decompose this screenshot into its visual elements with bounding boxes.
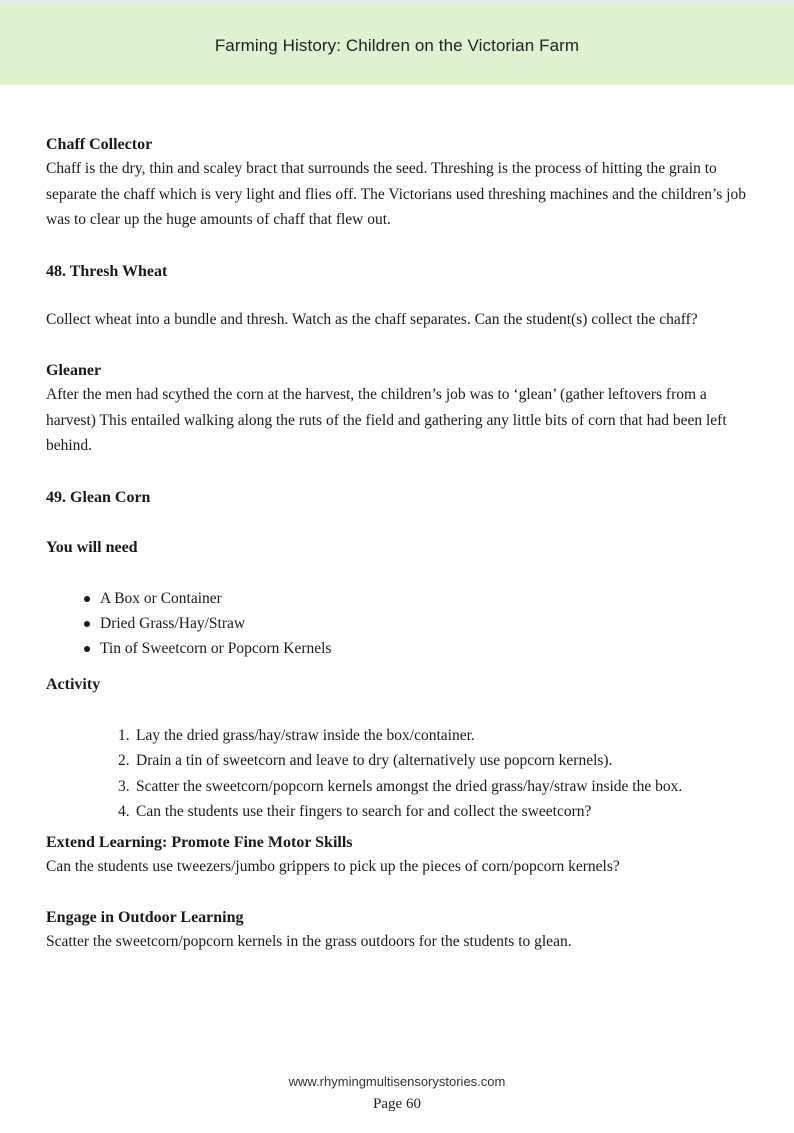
website-url: www.rhymingmultisensorystories.com (288, 1074, 506, 1089)
extend-learning-heading: Extend Learning: Promote Fine Motor Skills (46, 833, 353, 851)
step-number: 3. (118, 777, 130, 795)
chaff-collector-heading: Chaff Collector (46, 136, 153, 153)
list-item (46, 774, 756, 800)
step-text: Can the students use their fingers to search for and collect the sweetcorn? (136, 803, 592, 820)
outdoor-learning-text: Scatter the sweetcorn/popcorn kernels in the grass outdoors for the students to glean. (46, 933, 572, 950)
gleaner-text: After the men had scythed the corn at the harvest, the children’s job was to ‘glean’ (gather leftovers from a harvest) This entailed walking along the ruts of the field and gathering any little bits of corn that had been left behind. (46, 386, 727, 454)
list-item (46, 723, 756, 749)
glean-corn-heading: 49. Glean Corn (46, 488, 151, 506)
materials-list (46, 586, 756, 661)
list-item: Tin of Sweetcorn or Popcorn Kernels (46, 636, 756, 661)
chaff-collector-text: Chaff is the dry, thin and scaley bract that surrounds the seed. Threshing is the process of hitting the grain to separate the chaff which is very light and flies off. The Victorians used threshing machines and the children’s job was to clear up the huge amounts of chaff that flew out. (46, 160, 746, 228)
gleaner-heading: Gleaner (46, 362, 102, 379)
step-text: Drain a tin of sweetcorn and leave to dry (alternatively use popcorn kernels). (136, 752, 613, 769)
you-will-need-heading: You will need (46, 538, 138, 556)
activity-steps (46, 723, 756, 825)
page-number: Page 60 (373, 1096, 421, 1112)
list-item: Dried Grass/Hay/Straw (46, 611, 756, 636)
outdoor-learning-heading: Engage in Outdoor Learning (46, 909, 244, 926)
step-number: 4. (118, 803, 130, 820)
step-number: 2. (118, 752, 130, 769)
page-header (0, 6, 794, 85)
step-number: 1. (118, 726, 130, 744)
page-content (46, 133, 756, 955)
list-item (46, 748, 756, 774)
list-item (46, 799, 756, 825)
thresh-wheat-text: Collect wheat into a bundle and thresh. Watch as the chaff separates. Can the student(s) collect the chaff? (46, 310, 698, 328)
activity-heading: Activity (46, 675, 101, 693)
list-item: A Box or Container (46, 586, 756, 611)
extend-learning-text: Can the students use tweezers/jumbo grippers to pick up the pieces of corn/popcorn kernels? (46, 857, 620, 875)
thresh-wheat-heading: 48. Thresh Wheat (46, 262, 168, 280)
page-title: Farming History: Children on the Victorian Farm (214, 35, 580, 55)
page-footer (0, 1072, 794, 1116)
step-text: Lay the dried grass/hay/straw inside the box/container. (136, 726, 475, 744)
step-text: Scatter the sweetcorn/popcorn kernels amongst the dried grass/hay/straw inside the box. (136, 777, 683, 795)
